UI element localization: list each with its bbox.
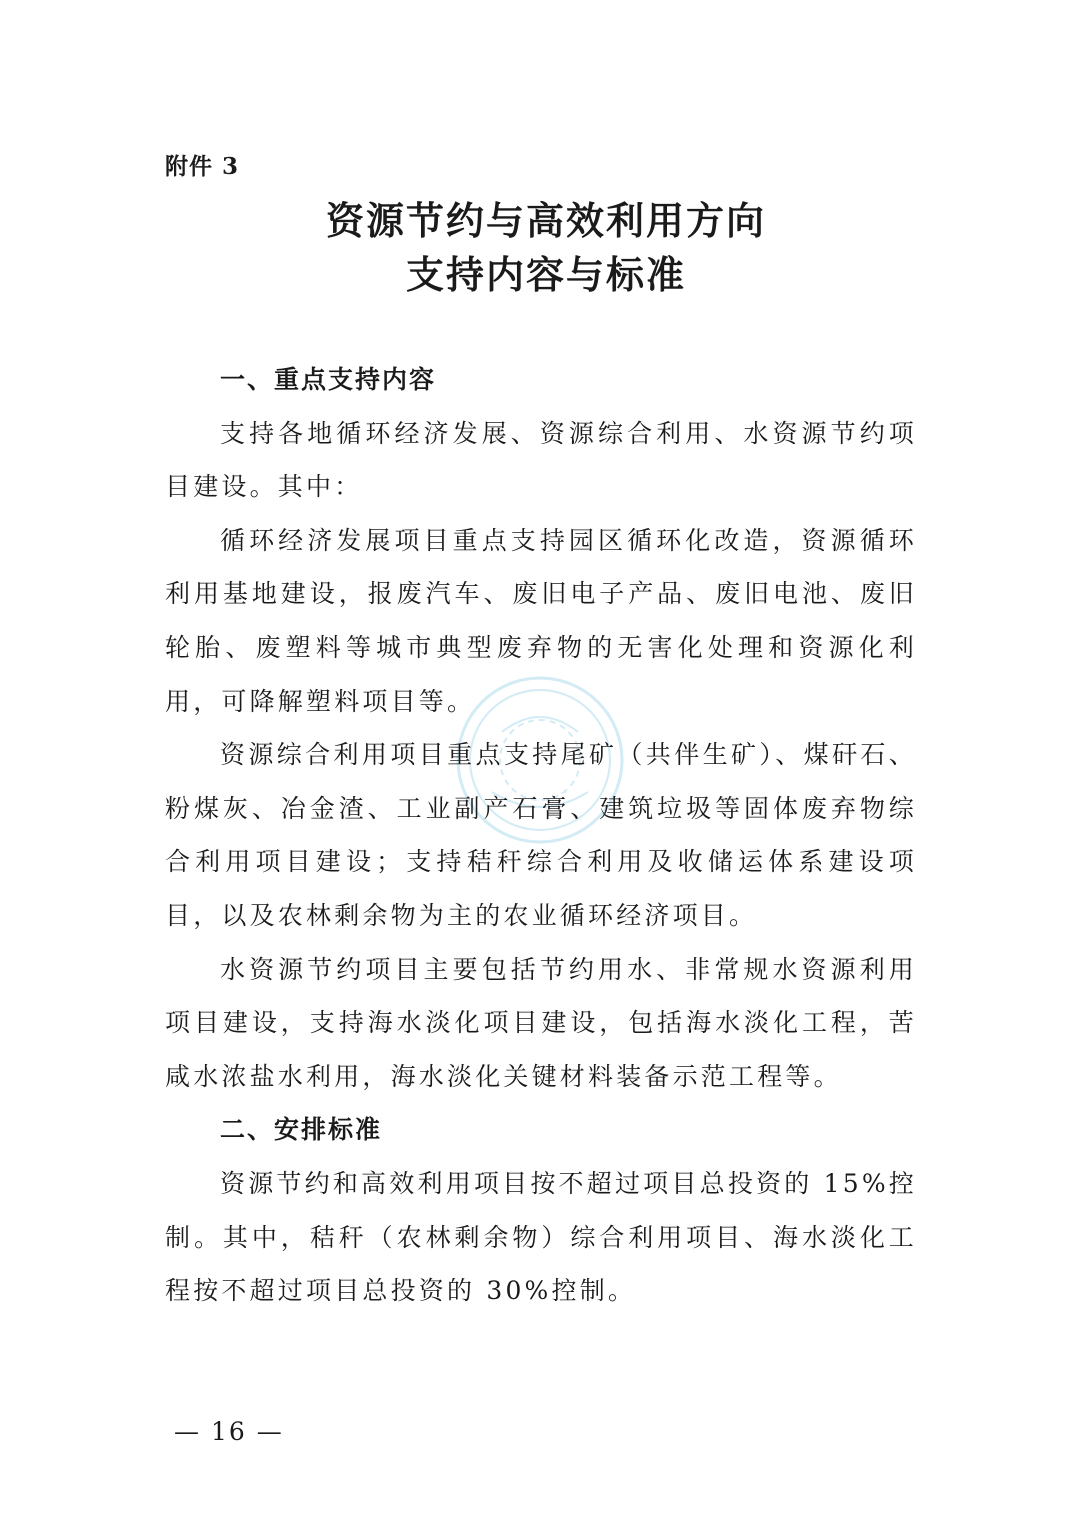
section-1-paragraph-2: 循环经济发展项目重点支持园区循环化改造，资源循环利用基地建设，报废汽车、废旧电子产品、废旧电池、废旧轮胎、废塑料等城市典型废弃物的无害化处理和资源化利用，可降解塑料项目等。 <box>165 525 917 716</box>
section-heading-2: 二、安排标准 <box>220 1115 383 1145</box>
section-heading-1: 一、重点支持内容 <box>220 365 437 394</box>
attachment-label: 附件 3 <box>165 153 240 180</box>
section-2-paragraph-1: 资源节约和高效利用项目按不超过项目总投资的 15%控制。其中，秸秆（农林剩余物）综合利用项目、海水淡化工程按不超过项目总投资的 30%控制。 <box>165 1168 917 1306</box>
section-1-paragraph-1: 支持各地循环经济发展、资源综合利用、水资源节约项目建设。其中： <box>165 418 917 502</box>
section-1-paragraph-3: 资源综合利用项目重点支持尾矿（共伴生矿）、煤矸石、粉煤灰、冶金渣、工业副产石膏、建筑垃圾等固体废弃物综合利用项目建设；支持秸秆综合利用及收储运体系建设项目，以及农林剩余物为主的农业循环经济项目。 <box>165 740 917 930</box>
document-body <box>165 353 917 1318</box>
page-number: — 16 — <box>174 1417 284 1446</box>
document-title-line-2: 支持内容与标准 <box>405 252 686 297</box>
section-1-paragraph-4: 水资源节约项目主要包括节约用水、非常规水资源利用项目建设，支持海水淡化项目建设，包括海水淡化工程，苦咸水浓盐水利用，海水淡化关键材料装备示范工程等。 <box>165 954 917 1091</box>
document-title-line-1: 资源节约与高效利用方向 <box>325 198 766 243</box>
